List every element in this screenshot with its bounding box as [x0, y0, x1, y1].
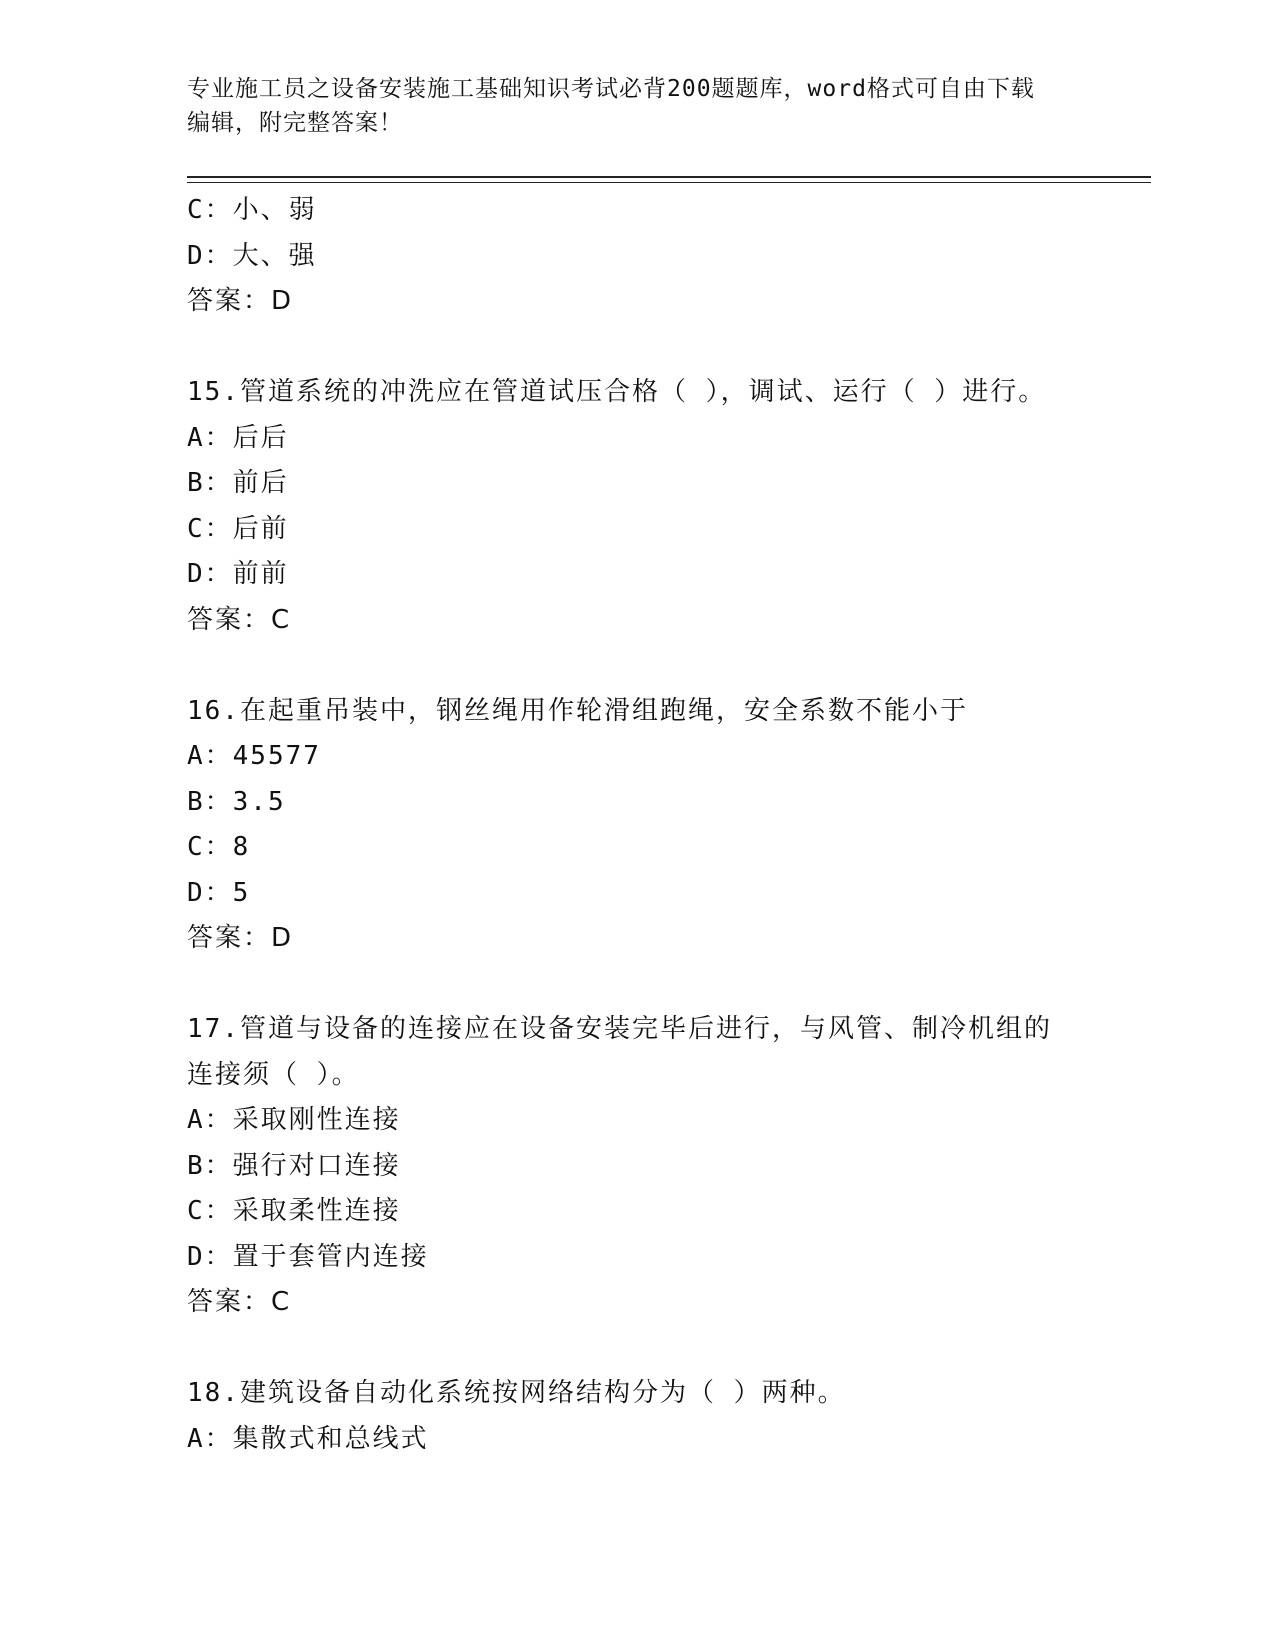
- option-a: A：集散式和总线式: [187, 1423, 429, 1454]
- header-title-line-2: 编辑，附完整答案！: [187, 110, 403, 136]
- option-d: D：前前: [187, 559, 289, 589]
- header-divider-thin: [187, 182, 1151, 183]
- question-15: [187, 370, 1151, 643]
- answer: 答案：C: [187, 1287, 292, 1317]
- question-text-line-2: 连接须（ ）。: [187, 1059, 360, 1090]
- option-d: D：置于套管内连接: [187, 1241, 429, 1272]
- option-a: A：后后: [187, 422, 289, 453]
- option-b: B：前后: [187, 468, 289, 498]
- header-title-line-1: 专业施工员之设备安装施工基础知识考试必背200题题库，word格式可自由下载: [187, 76, 1035, 102]
- answer: 答案：C: [187, 604, 292, 635]
- answer: 答案：D: [187, 923, 294, 953]
- question-17: [187, 1007, 1151, 1326]
- question-text-line-1: 17.管道与设备的连接应在设备安装完毕后进行，与风管、制冷机组的: [187, 1014, 1052, 1044]
- answer: 答案：D: [187, 286, 294, 316]
- option-d: D：5: [187, 877, 251, 908]
- header-divider-thick: [187, 176, 1151, 178]
- option-d: D：大、强: [187, 240, 317, 271]
- question-text: 16.在起重吊装中，钢丝绳用作轮滑组跑绳，安全系数不能小于: [187, 695, 968, 726]
- option-a: A：45577: [187, 741, 321, 771]
- question-18: [187, 1371, 1151, 1462]
- document-header: [187, 72, 1087, 140]
- question-list: [187, 188, 1151, 1462]
- option-b: B：3.5: [187, 786, 286, 817]
- question-14-tail: [187, 188, 1151, 325]
- question-16: [187, 689, 1151, 962]
- question-text: 15.管道系统的冲洗应在管道试压合格（ ），调试、运行（ ）进行。: [187, 377, 1047, 407]
- option-c: C：8: [187, 832, 251, 862]
- option-c: C：小、弱: [187, 195, 317, 225]
- option-c: C：采取柔性连接: [187, 1196, 401, 1226]
- option-a: A：采取刚性连接: [187, 1105, 401, 1135]
- question-text: 18.建筑设备自动化系统按网络结构分为（ ）两种。: [187, 1378, 846, 1408]
- option-c: C：后前: [187, 513, 289, 544]
- option-b: B：强行对口连接: [187, 1150, 401, 1181]
